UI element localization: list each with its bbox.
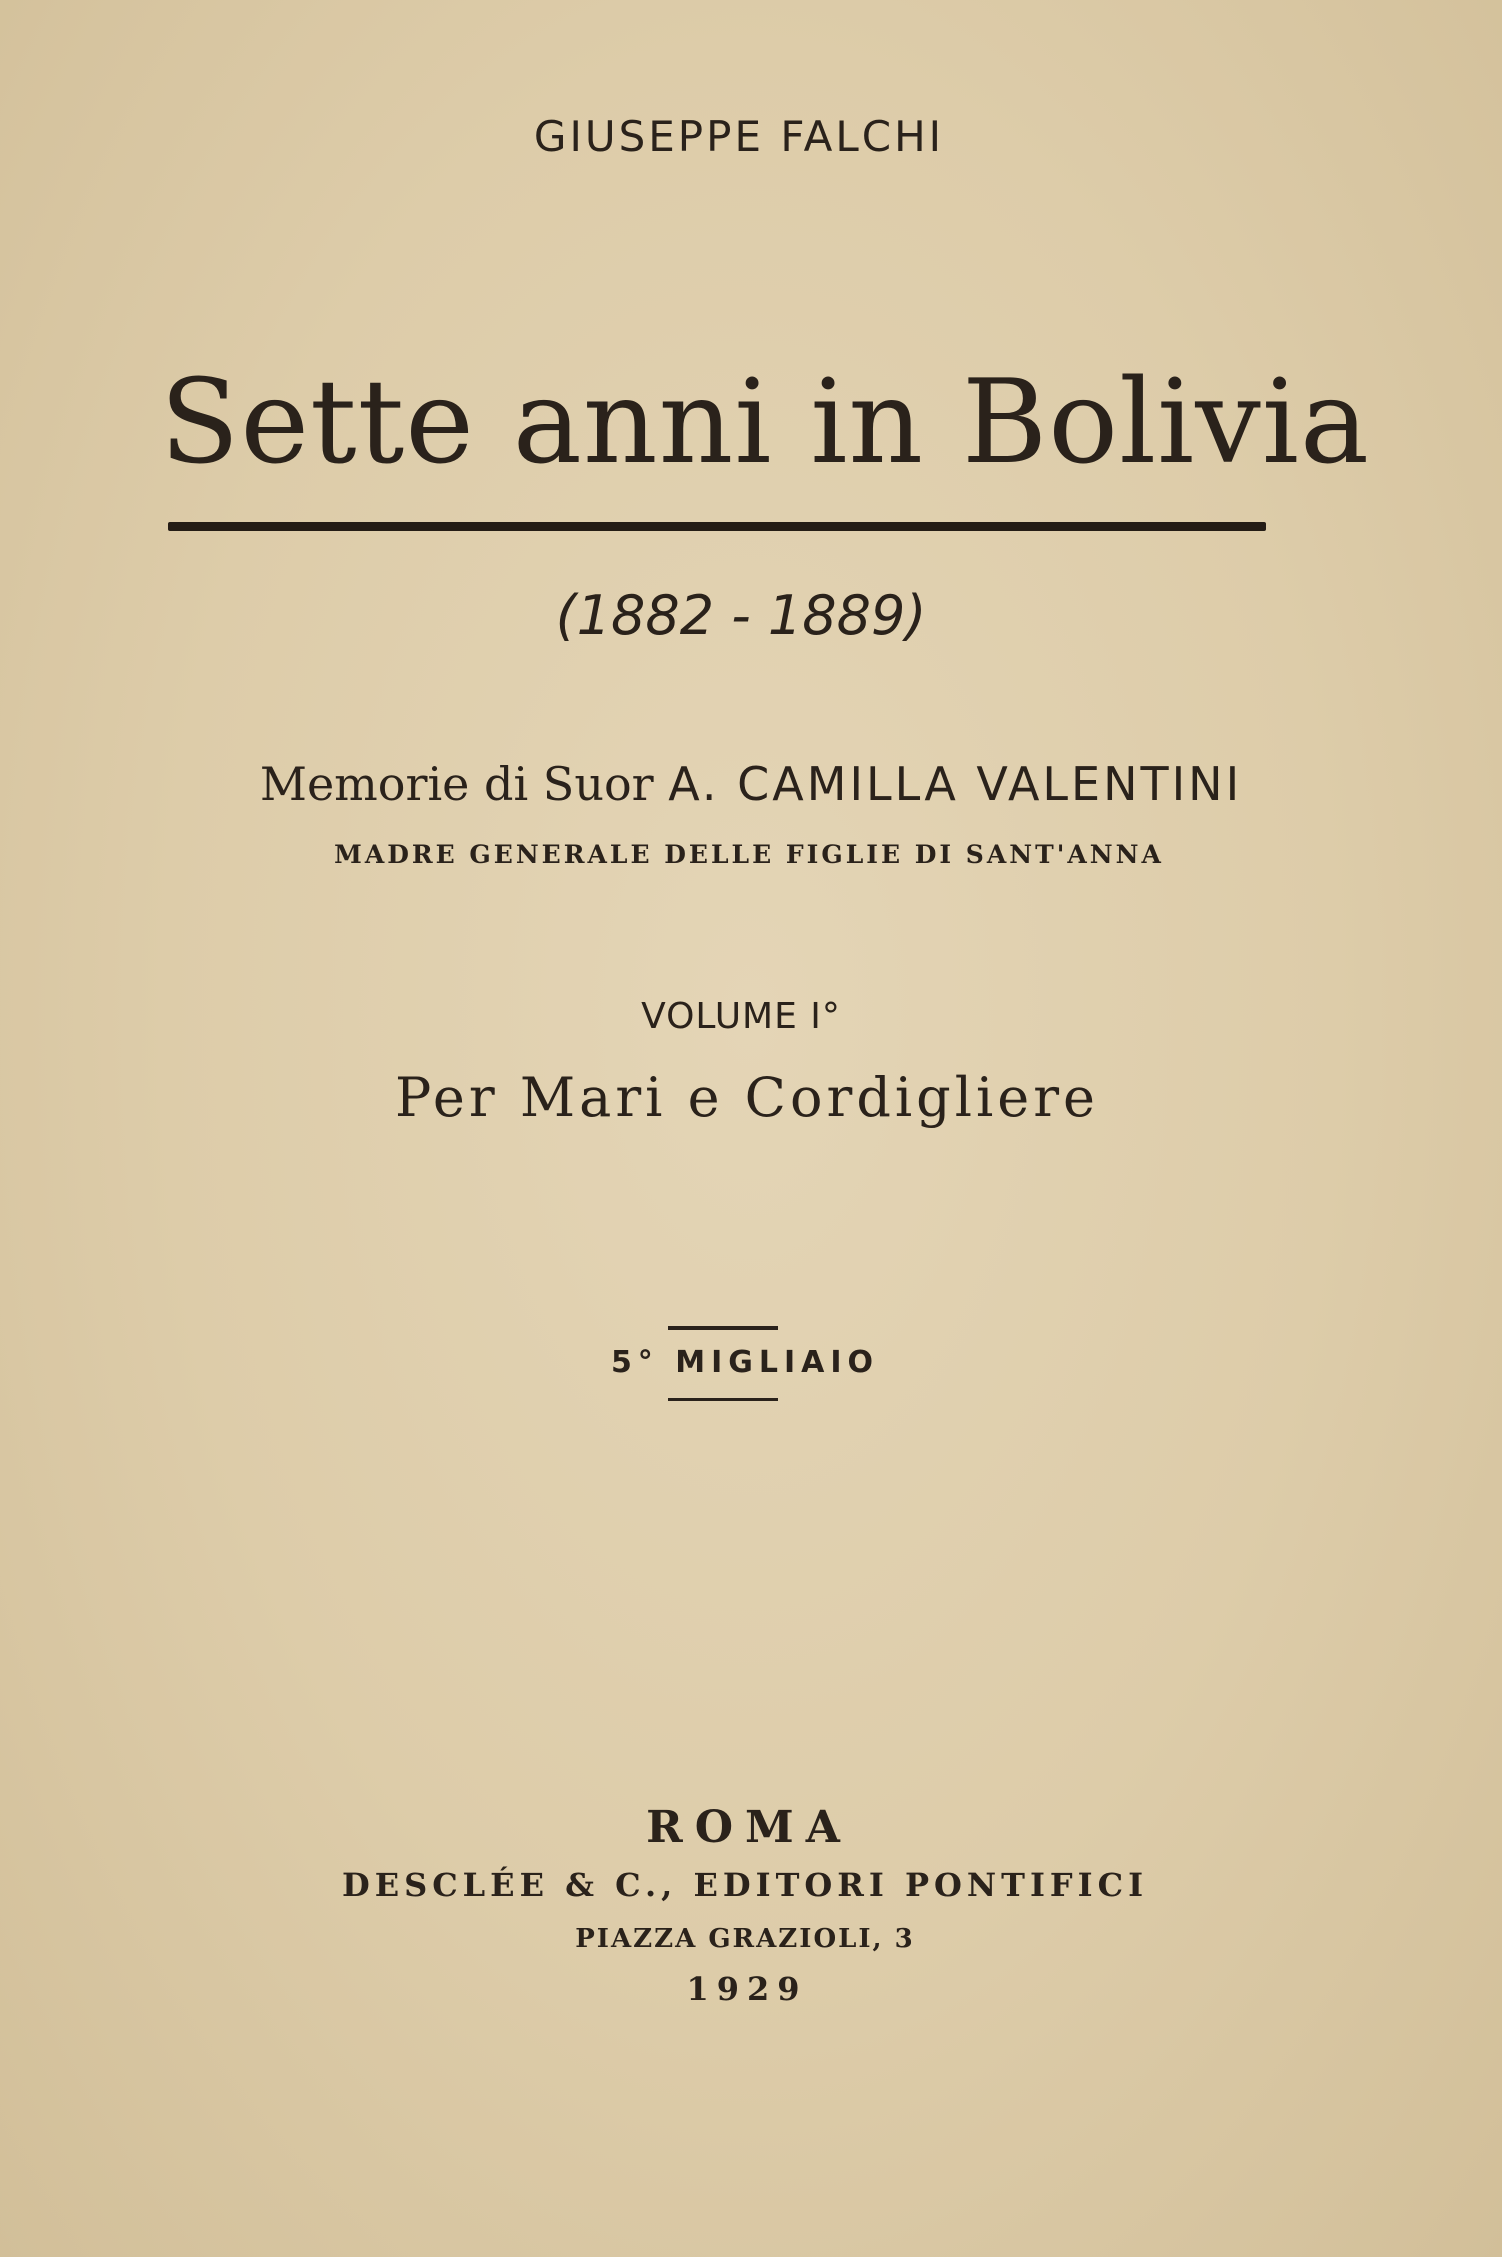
volume-label: VOLUME I°: [641, 996, 841, 1037]
memoir-prefix: Memorie di Suor: [259, 757, 654, 811]
book-title: Sette anni in Bolivia: [159, 355, 1371, 490]
edition-thousand: 5° MIGLIAIO: [610, 1345, 880, 1380]
rule-above-edition: [668, 1326, 778, 1330]
title-underline: [168, 522, 1266, 531]
imprint-year: 1929: [686, 1970, 808, 2008]
author-name: GIUSEPPE FALCHI: [533, 112, 945, 161]
rule-below-edition: [668, 1398, 778, 1401]
memoir-line: [0, 757, 1502, 811]
imprint-publisher: DESCLÉE & C., EDITORI PONTIFICI: [341, 1866, 1149, 1904]
imprint-address: PIAZZA GRAZIOLI, 3: [575, 1924, 915, 1954]
volume-subtitle: Per Mari e Cordigliere: [394, 1066, 1100, 1129]
date-range: (1882 - 1889): [555, 584, 927, 647]
memoir-author-name: A. CAMILLA VALENTINI: [668, 757, 1243, 811]
memoir-author-role: MADRE GENERALE DELLE FIGLIE DI SANT'ANNA: [334, 840, 1164, 869]
imprint-city: ROMA: [646, 1802, 852, 1853]
